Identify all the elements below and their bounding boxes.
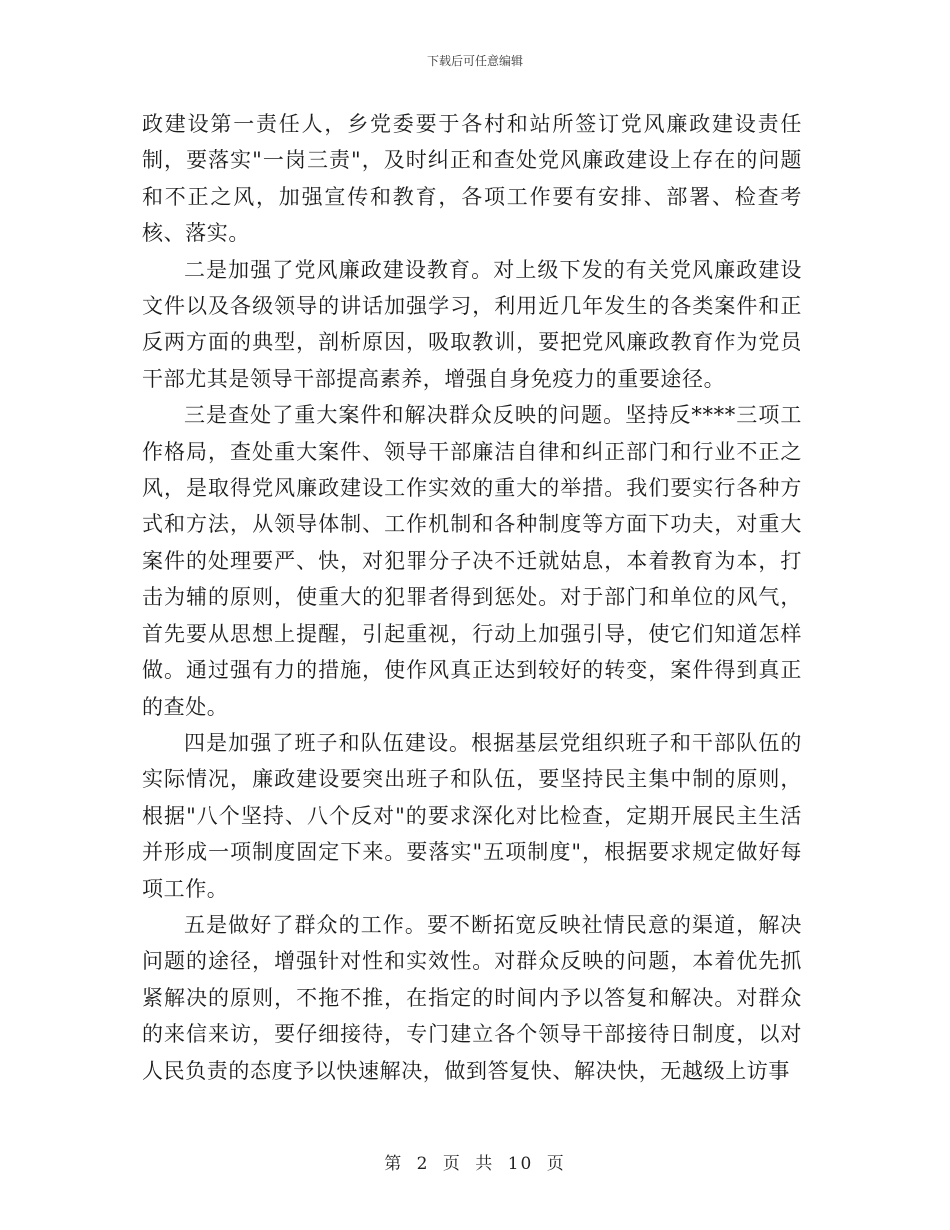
paragraph-1: 政建设第一责任人，乡党委要于各村和站所签订党风廉政建设责任制，要落实"一岗三责"，及时纠正和查处党风廉政建设上存在的问题和不正之风，加强宣传和教育，各项工作要有安排、部署、检查考核、落实。: [142, 112, 802, 246]
paragraph-2: 二是加强了党风廉政建设教育。对上级下发的有关党风廉政建设文件以及各级领导的讲话加强学习，利用近几年发生的各类案件和正反两方面的典型，剖析原因，吸取教训，要把党风廉政教育作为党员干部尤其是领导干部提高素养，增强自身免疫力的重要途径。: [142, 257, 802, 391]
paragraph-4: 四是加强了班子和队伍建设。根据基层党组织班子和干部队伍的实际情况，廉政建设要突出班子和队伍，要坚持民主集中制的原则，根据"八个坚持、八个反对"的要求深化对比检查，定期开展民主生活并形成一项制度固定下来。要落实"五项制度"，根据要求规定做好每项工作。: [142, 730, 802, 901]
paragraph-3: 三是查处了重大案件和解决群众反映的问题。坚持反****三项工作格局，查处重大案件、领导干部廉洁自律和纠正部门和行业不正之风，是取得党风廉政建设工作实效的重大的举措。我们要实行各种方式和方法，从领导体制、工作机制和各种制度等方面下功夫，对重大案件的处理要严、快，对犯罪分子决不迁就姑息，本着教育为本，打击为辅的原则，使重大的犯罪者得到惩处。对于部门和单位的风气，首先要从思想上提醒，引起重视，行动上加强引导，使它们知道怎样做。通过强有力的措施，使作风真正达到较好的转变，案件得到真正的查处。: [142, 403, 802, 719]
page-number-footer: 第 2 页 共 10 页: [384, 1154, 566, 1174]
paragraph-5: 五是做好了群众的工作。要不断拓宽反映社情民意的渠道，解决问题的途径，增强针对性和实效性。对群众反映的问题，本着优先抓紧解决的原则，不拖不推，在指定的时间内予以答复和解决。对群众的来信来访，要仔细接待，专门建立各个领导干部接待日制度，以对人民负责的态度予以快速解决，做到答复快、解决快，无越级上访事: [142, 912, 802, 1083]
page-header: 下载后可任意编辑: [426, 54, 523, 68]
document-body: [142, 106, 802, 1089]
